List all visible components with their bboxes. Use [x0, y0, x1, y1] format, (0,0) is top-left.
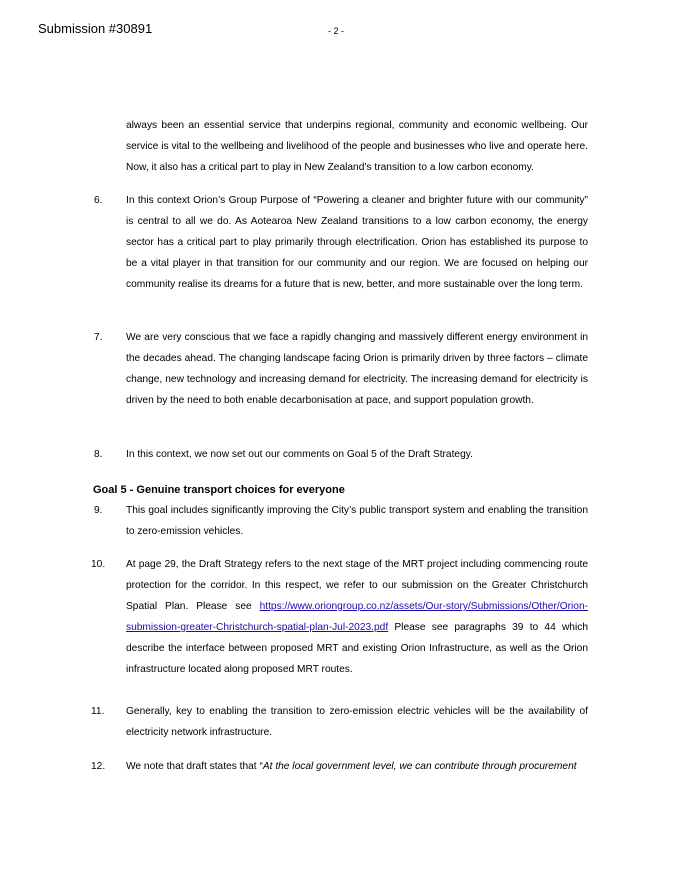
paragraph-5-continued: always been an essential service that underpins regional, community and economic wellbeing. Our service is vital to the wellbeing and livelihood of the people and businesses who live and operate here. Now, it also has a critical part to play in New Zealand’s transition to a low carbon economy.: [126, 120, 588, 173]
paragraph-10-text-b: Please see paragraphs 39 to 44 which describe the interface between proposed MRT and existing Orion Infrastructure, as well as the Orion infrastructure located along proposed MRT routes.: [126, 622, 588, 675]
paragraph-number: 10.: [91, 559, 106, 570]
paragraph-12-text: We note that draft states that “: [126, 761, 263, 772]
paragraph-12: [126, 756, 588, 777]
paragraph-11: Generally, key to enabling the transition to zero-emission electric vehicles will be the availability of electricity network infrastructure.: [126, 706, 588, 738]
paragraph-number: 12.: [91, 761, 106, 772]
paragraph-number: 7.: [94, 332, 103, 343]
paragraph-number: 9.: [94, 505, 103, 516]
submission-link[interactable]: https://www.oriongroup.co.nz/assets/Our-story/Submissions/Other/Orion-submission-greater-Christchurch-spatial-plan-Jul-2023.pdf: [126, 601, 588, 633]
paragraph-8: In this context, we now set out our comments on Goal 5 of the Draft Strategy.: [126, 449, 473, 460]
submission-id: Submission #30891: [38, 21, 153, 36]
paragraph-number: 6.: [94, 195, 103, 206]
section-heading: Goal 5 - Genuine transport choices for everyone: [93, 484, 345, 496]
paragraph-6: In this context Orion’s Group Purpose of “Powering a cleaner and brighter future with our community” is central to all we do. As Aotearoa New Zealand transitions to a low carbon economy, the energy sector has a critical part to play primarily through electrification. Orion has established its purpose to be a vital player in that transition for our community and our region. We are focused on helping our community realise its dreams for a future that is new, better, and more sustainable over the long term.: [126, 195, 588, 290]
paragraph-7: We are very conscious that we face a rapidly changing and massively different energy environment in the decades ahead. The changing landscape facing Orion is primarily driven by three factors – climate change, new technology and increasing demand for electricity. The increasing demand for electricity is driven by the need to both enable decarbonisation at pace, and support population growth.: [126, 332, 588, 406]
paragraph-12-quote: At the local government level, we can contribute through procurement: [262, 761, 577, 772]
paragraph-number: 11.: [91, 706, 105, 717]
page-number: - 2 -: [328, 26, 345, 36]
paragraph-10: [126, 554, 588, 680]
paragraph-number: 8.: [94, 449, 103, 460]
paragraph-9: This goal includes significantly improving the City’s public transport system and enabling the transition to zero-emission vehicles.: [126, 505, 588, 537]
paragraph-10-text-a: At page 29, the Draft Strategy refers to the next stage of the MRT project including commencing route protection for the corridor. In this respect, we refer to our submission on the Greater Christchurch Spatial Plan. Please see: [126, 559, 588, 612]
